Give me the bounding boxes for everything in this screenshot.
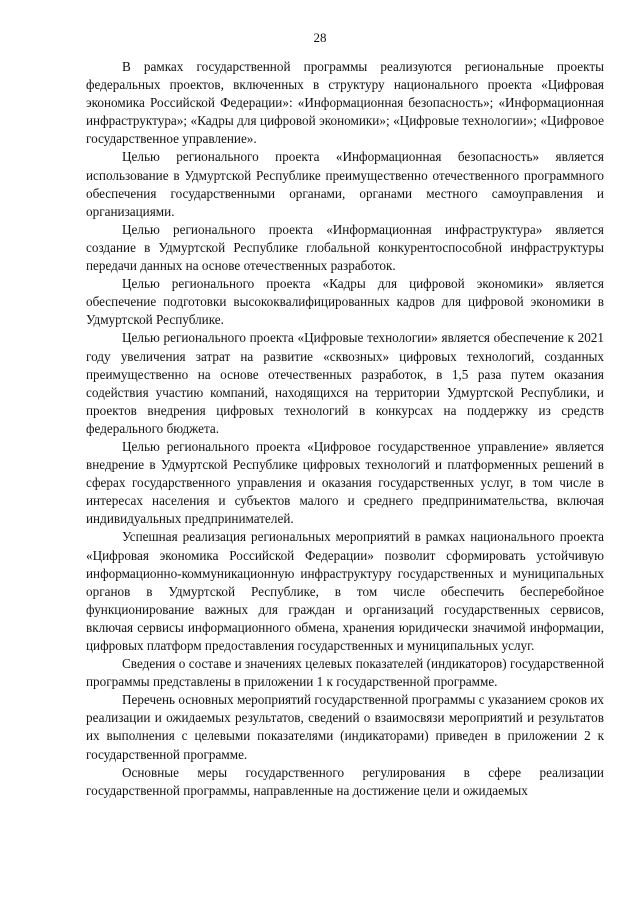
- document-body: [86, 58, 604, 800]
- paragraph-information-security: Целью регионального проекта «Информационная безопасность» является использование в Удмуртской Республике преимущественно отечественного программного обеспечения государственными органами, органами местного самоуправления и организациями.: [86, 149, 604, 219]
- paragraph-digital-technologies: Целью регионального проекта «Цифровые технологии» является обеспечение к 2021 году увеличения затрат на развитие «сквозных» цифровых технологий, созданных преимущественно на основе отечественных разработок, в 1,5 раза путем оказания содействия участию компаний, находящихся на территории Удмуртской Республики, и проектов внедрения цифровых технологий в конкурсах на поддержку из средств федерального бюджета.: [86, 330, 604, 436]
- paragraph-main-activities-list: Перечень основных мероприятий государственной программы с указанием сроков их реализации и ожидаемых результатов, сведений о взаимосвязи мероприятий и результатов их выполнения с целевыми показателями (индикаторами) приведен в приложении 2 к государственной программе.: [86, 692, 604, 762]
- paragraph-information-infrastructure: Целью регионального проекта «Информационная инфраструктура» является создание в Удмуртской Республике глобальной конкурентоспособной инфраструктуры передачи данных на основе отечественных разработок.: [86, 221, 604, 274]
- paragraph-regulation-measures: Основные меры государственного регулирования в сфере реализации государственной программы, направленные на достижение цели и ожидаемых: [86, 764, 604, 798]
- page-number: 28: [313, 30, 327, 45]
- paragraph-digital-economy-staff: Целью регионального проекта «Кадры для цифровой экономики» является обеспечение подготовки высококвалифицированных кадров для цифровой экономики в Удмуртской Республике.: [86, 276, 604, 328]
- paragraph-successful-implementation: Успешная реализация региональных мероприятий в рамках национального проекта «Цифровая экономика Российской Федерации» позволит сформировать устойчивую информационно-коммуникационную инфраструктуру государственных и муниципальных органов в Удмуртской Республике, в том числе обеспечить бесперебойное функционирование важных для граждан и организаций государственных сервисов, включая сервисы информационного обмена, хранения юридически значимой информации, цифровых платформ предоставления государственных и муниципальных услуг.: [86, 529, 604, 653]
- paragraph-digital-public-administration: Целью регионального проекта «Цифровое государственное управление» является внедрение в Удмуртской Республике цифровых технологий и платформенных решений в сферах государственного управления и оказания государственных услуг, в том числе в интересах населения и субъектов малого и среднего предпринимательства, включая индивидуальных предпринимателей.: [86, 438, 604, 527]
- paragraph-regional-projects: В рамках государственной программы реализуются региональные проекты федеральных проектов, включенных в структуру национального проекта «Цифровая экономика Российской Федерации»: «Информационная безопасность»; «Информационная инфраструктура»; «Кадры для цифровой экономики»; «Цифровые технологии»; «Цифровое государственное управление».: [86, 59, 604, 147]
- paragraph-target-indicators: Сведения о составе и значениях целевых показателей (индикаторов) государственной программы представлены в приложении 1 к государственной программе.: [86, 656, 604, 690]
